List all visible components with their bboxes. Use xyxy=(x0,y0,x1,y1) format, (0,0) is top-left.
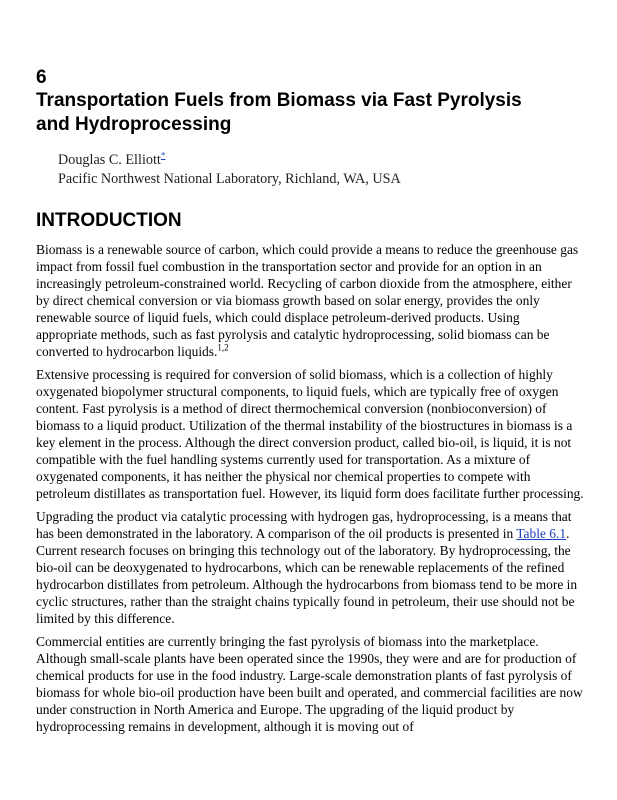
author-affiliation: Pacific Northwest National Laboratory, Richland, WA, USA xyxy=(58,171,401,187)
section-heading: INTRODUCTION xyxy=(36,210,182,231)
author-name: Douglas C. Elliott xyxy=(58,152,161,168)
paragraph-3-text-before: Upgrading the product via catalytic processing with hydrogen gas, hydroprocessing, is a means that has been demonstrated in the laboratory. A comparison of the oil products is presented in xyxy=(36,509,572,541)
paragraph-4 xyxy=(36,633,584,735)
paragraph-3-text-after: . Current research focuses on bringing this technology out of the laboratory. By hydroprocessing, the bio-oil can be deoxygenated to hydrocarbons, which can be renewable replacements of the refined hydrocarbon distillates from petroleum. Although the hydrocarbons from biomass tend to be more in cyclic structures, rather than the straight chains typically found in petroleum, their use should not be limited by this difference. xyxy=(36,526,578,626)
author-line xyxy=(58,151,584,170)
chapter-title-line-1: Transportation Fuels from Biomass via Fast Pyrolysis xyxy=(36,90,522,111)
author-footnote-link[interactable]: * xyxy=(160,150,166,161)
document-page xyxy=(36,66,584,741)
paragraph-2 xyxy=(36,366,584,502)
table-6-1-link[interactable]: Table 6.1 xyxy=(516,526,567,541)
author-block xyxy=(58,151,584,189)
paragraph-3 xyxy=(36,508,584,627)
chapter-number: 6 xyxy=(36,67,47,88)
paragraph-2-text: Extensive processing is required for conversion of solid biomass, which is a collection of highly oxygenated biopolymer structural components, to liquid fuels, which are typically free of oxygen content. Fast pyrolysis is a method of direct thermochemical conversion (nonbioconversion) of biomass to a liquid product. Utilization of the thermal instability of the biostructures in biomass is a key element in the process. Although the direct conversion product, called bio-oil, is liquid, it is not compatible with the fuel handling systems currently used for transportation. As a mixture of oxygenated components, it has neither the physical nor chemical properties to compete with petroleum distillates as transportation fuel. However, its liquid form does facilitate further processing. xyxy=(36,367,584,501)
paragraph-4-text: Commercial entities are currently bringing the fast pyrolysis of biomass into the marketplace. Although small-scale plants have been operated since the 1990s, they were and are for production of chemical products for use in the food industry. Large-scale demonstration plants of fast pyrolysis of biomass for whole bio-oil production have been built and operated, and commercial facilities are now under construction in North America and Europe. The upgrading of the liquid product by hydroprocessing remains in development, although it is moving out of xyxy=(36,634,583,734)
paragraph-1 xyxy=(36,241,584,360)
reference-citation[interactable]: 1,2 xyxy=(217,342,229,353)
chapter-title-line-2: and Hydroprocessing xyxy=(36,114,232,135)
paragraph-1-text: Biomass is a renewable source of carbon, which could provide a means to reduce the greenhouse gas impact from fossil fuel combustion in the transportation sector and provide for an option in an increasingly petroleum-constrained world. Recycling of carbon dioxide from the atmosphere, either by direct chemical conversion or via biomass growth based on solar energy, provides the only renewable source of liquid fuels, which could displace petroleum-derived products. Using appropriate methods, such as fast pyrolysis and catalytic hydroprocessing, solid biomass can be converted to hydrocarbon liquids. xyxy=(36,242,579,359)
chapter-title xyxy=(36,89,584,137)
